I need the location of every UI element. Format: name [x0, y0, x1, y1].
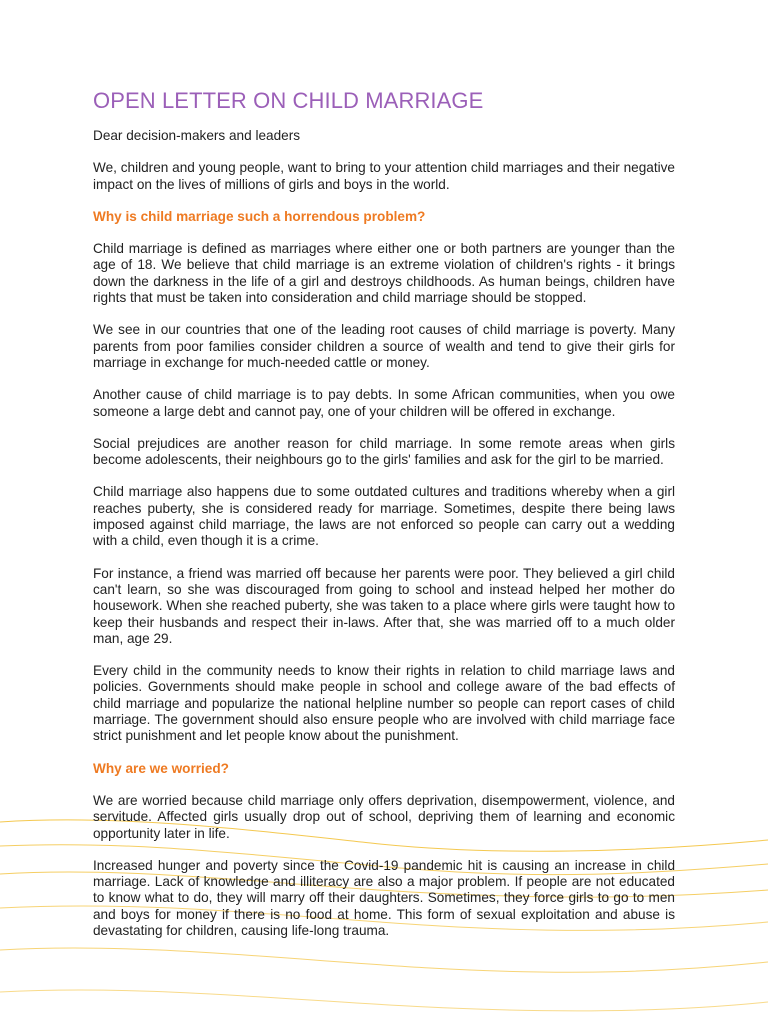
paragraph-rights: Every child in the community needs to know their rights in relation to child marriage laws and policies. Governments should make people in school and college aware of the bad effects of child marriage and popularize the national helpline number so people can report cases of child marriage. The government should also ensure people who are involved with child marriage face strict punishment and let people know about the punishment.	[93, 663, 675, 744]
intro-paragraph: We, children and young people, want to bring to your attention child marriages and their negative impact on the lives of millions of girls and boys in the world.	[93, 160, 675, 192]
paragraph-prejudices: Social prejudices are another reason for child marriage. In some remote areas when girls become adolescents, their neighbours go to the girls' families and ask for the girl to be married.	[93, 435, 675, 468]
page-title: OPEN LETTER ON CHILD MARRIAGE	[93, 88, 484, 113]
wave-line	[0, 990, 768, 1011]
paragraph-traditions: Child marriage also happens due to some outdated cultures and traditions whereby when a girl reaches puberty, she is considered ready for marriage. Sometimes, despite there being laws imposed against child marriage, the laws are not enforced so people can carry out a wedding with a child, even though it is a crime.	[93, 484, 675, 549]
paragraph-definition: Child marriage is defined as marriages where either one or both partners are younger than the age of 18. We believe that child marriage is an extreme violation of children's rights - it brings down the darkness in the life of a girl and destroys childhoods. As human beings, children have rights that must be taken into consideration and child marriage should be stopped.	[93, 241, 675, 306]
section-heading-problem: Why is child marriage such a horrendous problem?	[93, 208, 426, 224]
paragraph-deprivation: We are worried because child marriage only offers deprivation, disempowerment, violence, and servitude. Affected girls usually drop out of school, depriving them of learning and economic opportunity later in life.	[93, 792, 675, 841]
letter-page	[93, 86, 675, 955]
section-heading-worried: Why are we worried?	[93, 760, 229, 776]
salutation: Dear decision-makers and leaders	[93, 128, 301, 143]
paragraph-debts: Another cause of child marriage is to pay debts. In some African communities, when you owe someone a large debt and cannot pay, one of your children will be offered in exchange.	[93, 387, 675, 419]
paragraph-poverty: We see in our countries that one of the leading root causes of child marriage is poverty. Many parents from poor families consider children a source of wealth and tend to give their girls for marriage in exchange for much-needed cattle or money.	[93, 322, 675, 370]
paragraph-example: For instance, a friend was married off because her parents were poor. They believed a girl child can't learn, so she was discouraged from going to school and instead helped her mother do housework. When she reached puberty, she was taken to a place where girls were taught how to keep their husbands and respect their in-laws. After that, she was married off to a much older man, age 29.	[93, 565, 675, 646]
paragraph-covid: Increased hunger and poverty since the Covid-19 pandemic hit is causing an increase in child marriage. Lack of knowledge and illiteracy are also a major problem. If people are not educated to know what to do, they will marry off their daughters. Sometimes, they force girls to go to men and boys for money if there is no food at home. This form of sexual exploitation and abuse is devastating for children, causing life-long trauma.	[93, 857, 675, 938]
